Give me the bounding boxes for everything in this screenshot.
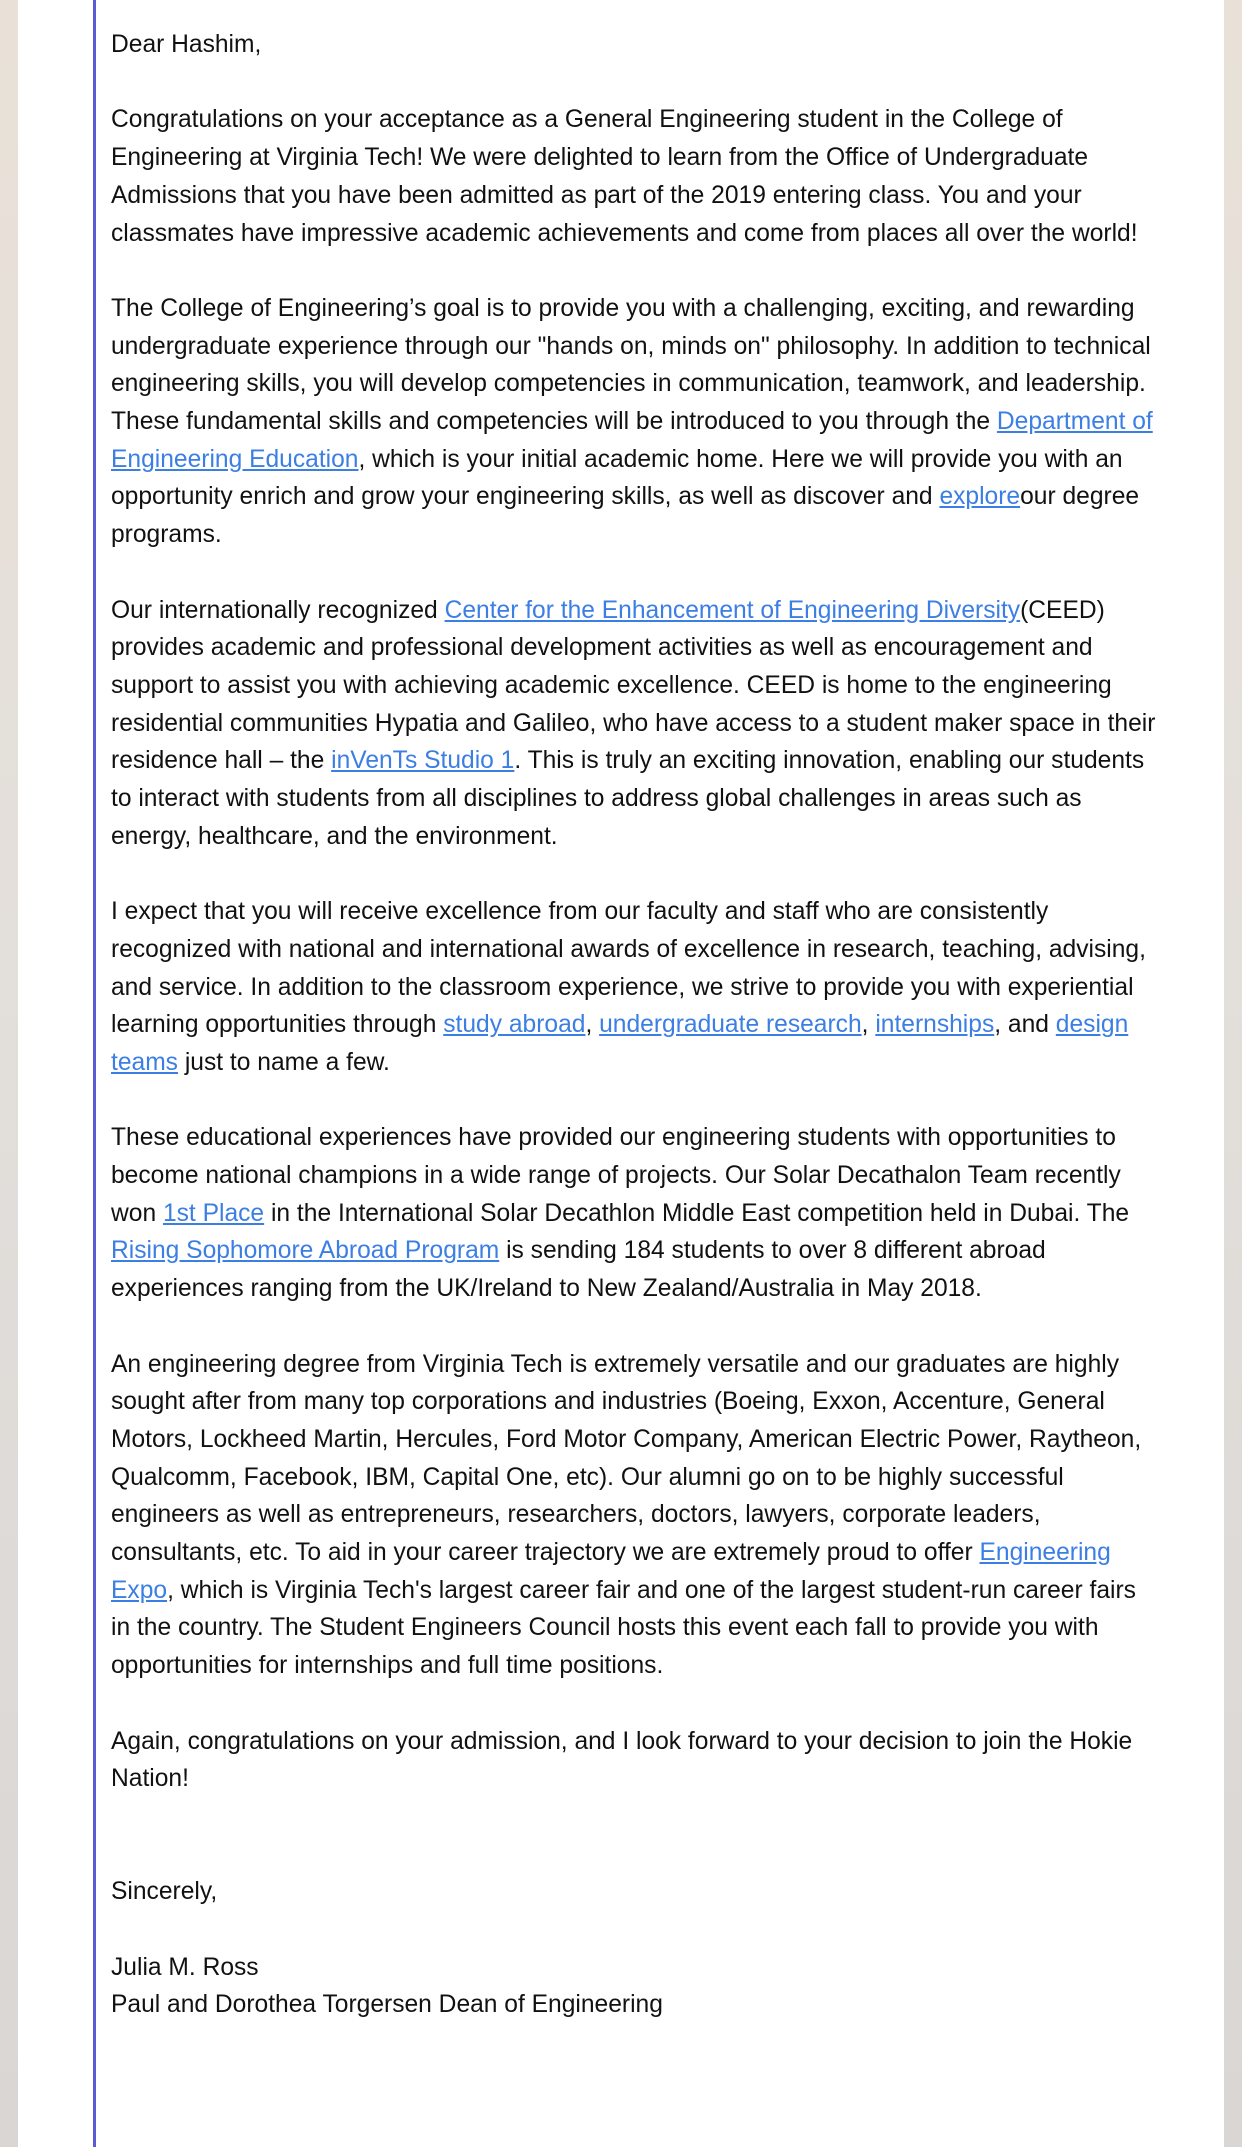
text: , and: [994, 1011, 1056, 1039]
link-explore[interactable]: explore: [939, 483, 1021, 511]
link-study-abroad[interactable]: study abroad: [443, 1011, 586, 1039]
link-1st-place[interactable]: 1st Place: [162, 1199, 265, 1227]
link-ceed[interactable]: Center for the Enhancement of Engineering Diversity: [444, 596, 1021, 624]
paragraph-closing: Again, congratulations on your admission, and I look forward to your decision to join the Hokie Nation!: [111, 1727, 1133, 1793]
text: our degree programs.: [111, 483, 1140, 549]
signature-title: Paul and Dorothea Torgersen Dean of Engineering: [111, 1991, 663, 2019]
signature-block: [111, 1873, 1161, 2024]
link-rising-sophomore-abroad[interactable]: Rising Sophomore Abroad Program: [111, 1237, 500, 1265]
text: Our internationally recognized: [111, 596, 445, 624]
text: I expect that you will receive excellence from our faculty and staff who are consistently recognized with national and international awards of excellence in research, teaching, advising, and service. In addition to the classroom experience, we strive to provide you with experiential learning opportunities through: [111, 898, 1146, 1039]
link-internships[interactable]: internships: [875, 1011, 995, 1039]
signature-name: Julia M. Ross: [111, 1953, 259, 1981]
paragraph-college-goal: [111, 290, 1161, 554]
paragraph-faculty: [111, 893, 1161, 1082]
paragraph-experiences: [111, 1119, 1161, 1308]
link-department-engineering-education[interactable]: Department of Engineering Education: [111, 408, 1153, 473]
text: ,: [585, 1011, 600, 1039]
text: ,: [861, 1011, 876, 1039]
text: , which is your initial academic home. Here we will provide you with an opportunity enrich and grow your engineering skills, as well as discover and: [111, 445, 1123, 511]
text: (CEED) provides academic and professional development activities as well as encouragement and support to assist you with achieving academic excellence. CEED is home to the engineering residential communities Hypatia and Galileo, who have access to a student maker space in their residence hall – the: [111, 596, 1156, 775]
text: is sending 184 students to over 8 different abroad experiences ranging from the UK/Ireland to New Zealand/Australia in May 2018.: [111, 1237, 1046, 1303]
email-body-panel: [18, 0, 1224, 2147]
text: just to name a few.: [177, 1048, 390, 1076]
greeting: Dear Hashim,: [111, 31, 262, 58]
text: in the International Solar Decathlon Middle East competition held in Dubai. The: [264, 1199, 1130, 1227]
text: , which is Virginia Tech's largest career fair and one of the largest student-run career fairs in the country. The Student Engineers Council hosts this event each fall to provide you with opportunities for internships and full time positions.: [111, 1576, 1136, 1680]
paragraph-ceed: [111, 592, 1161, 856]
paragraph-careers: [111, 1346, 1161, 1685]
link-invents-studio[interactable]: inVenTs Studio 1: [331, 747, 515, 775]
quote-bar: [93, 0, 96, 2147]
closing: Sincerely,: [111, 1878, 218, 1906]
text: The College of Engineering’s goal is to provide you with a challenging, exciting, and rewarding undergraduate experience through our "hands on, minds on" philosophy. In addition to technical engineering skills, you will develop competencies in communication, teamwork, and leadership. These fundamental skills and competencies will be introduced to you through the: [111, 294, 1151, 435]
text: . This is truly an exciting innovation, enabling our students to interact with students from all disciplines to address global challenges in areas such as energy, healthcare, and the environment.: [111, 747, 1145, 850]
link-engineering-expo[interactable]: Engineering Expo: [111, 1539, 1111, 1604]
text: An engineering degree from Virginia Tech is extremely versatile and our graduates are highly sought after from many top corporations and industries (Boeing, Exxon, Accenture, General Motors, Lockheed Martin, Hercules, Ford Motor Company, American Electric Power, Raytheon, Qualcomm, Facebook, IBM, Capital One, etc). Our alumni go on to be highly successful engineers as well as entrepreneurs, researchers, doctors, lawyers, corporate leaders, consultants, etc. To aid in your career trajectory we are extremely proud to offer: [111, 1350, 1142, 1567]
link-design-teams[interactable]: design teams: [111, 1011, 1129, 1076]
link-undergraduate-research[interactable]: undergraduate research: [599, 1011, 862, 1039]
spacer: [111, 1911, 1161, 1949]
paragraph-acceptance: Congratulations on your acceptance as a General Engineering student in the College of Engineering at Virginia Tech! We were delighted to learn from the Office of Undergraduate Admissions that you have been admitted as part of the 2019 entering class. You and your classmates have impressive academic achievements and come from places all over the world!: [111, 106, 1138, 247]
letter-content: [111, 26, 1161, 2024]
spacer: [111, 1836, 1161, 1874]
text: These educational experiences have provided our engineering students with opportunities to become national champions in a wide range of projects. Our Solar Decathalon Team recently won: [111, 1124, 1121, 1227]
